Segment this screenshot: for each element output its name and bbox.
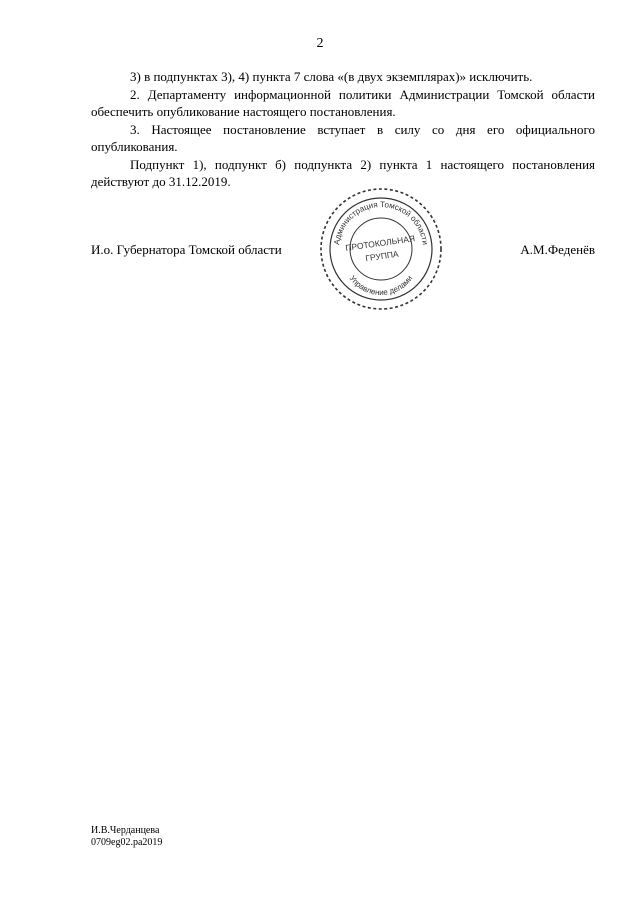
paragraph-1: 3) в подпунктах 3), 4) пункта 7 слова «(в двух экземплярах)» исключить.: [130, 69, 533, 84]
paragraph-3: 3. Настоящее постановление вступает в силу со дня его официального опубликования.: [91, 121, 595, 154]
document-code: 0709eg02.pa2019: [91, 837, 163, 848]
stamp-top-text: Администрация Томской области: [332, 199, 430, 246]
svg-text:Управление делами: [348, 274, 415, 297]
stamp-center-line-2: ГРУППА: [364, 248, 400, 264]
signatory-name: А.М.Феденёв: [520, 242, 595, 257]
page-number: 2: [316, 36, 324, 51]
document-body: [91, 68, 595, 191]
stamp-center-line-1: ПРОТОКОЛЬНАЯ: [344, 233, 416, 253]
stamp-bottom-text: Управление делами: [347, 273, 415, 298]
executor-name: И.В.Черданцева: [91, 825, 160, 836]
paragraph-2: 2. Департаменту информационной политики Администрации Томской области обеспечить опубликование настоящего постановления.: [91, 86, 595, 119]
official-stamp: [319, 187, 443, 311]
stamp-seal-icon: [319, 187, 443, 311]
signatory-title: И.о. Губернатора Томской области: [91, 242, 282, 257]
paragraph-4: Подпункт 1), подпункт б) подпункта 2) пункта 1 настоящего постановления действуют до 31.12.2019.: [91, 156, 595, 189]
footer-executor: [91, 825, 162, 849]
